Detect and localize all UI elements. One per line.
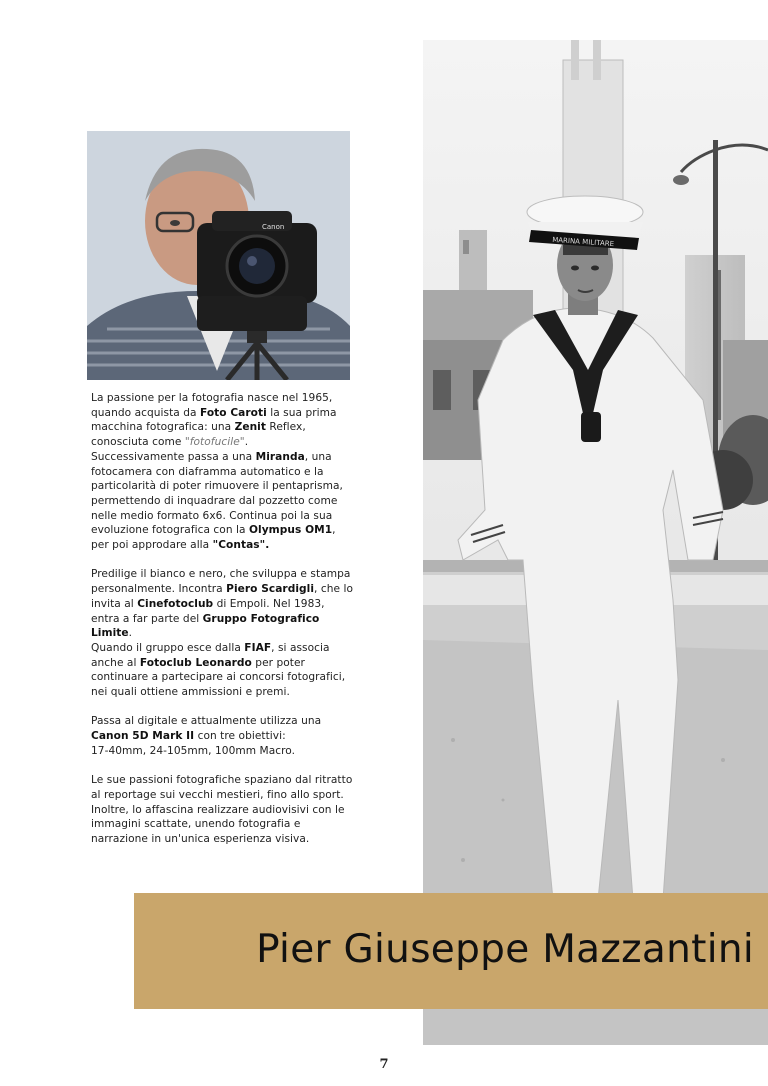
bio-highlight: "Contas".	[212, 539, 270, 552]
bio-highlight: Canon 5D Mark II	[91, 730, 195, 743]
bio-highlight: Piero Scardigli	[226, 583, 315, 596]
bio-italic: "fotofucile"	[184, 436, 245, 449]
bio-highlight: Cinefotoclub	[137, 597, 214, 610]
bio-paragraph-3: Passa al digitale e attualmente utilizza una Canon 5D Mark II con tre obiettivi: 17-40mm, 24-105mm, 100mm Macro.	[91, 715, 322, 757]
bio-paragraph-2: Predilige il bianco e nero, che sviluppa e stampa personalmente. Incontra Piero Scardigli, che lo invita al Cinefotoclub di Empoli. Nel 1983, entra a far parte del Gruppo Fotografico Limite. Quando il gruppo esce dalla FIAF, si associa anche al Fotoclub Leonardo per poter continuare a partecipare ai concorsi fotografici, nei quali ottiene ammissioni e premi.	[91, 568, 353, 699]
page-number: 7	[379, 1057, 389, 1072]
camera-brand-label: Canon	[262, 223, 285, 231]
bio-highlight: Olympus OM1	[248, 524, 333, 537]
bio-highlight: Fotoclub Leonardo	[139, 656, 252, 669]
bio-paragraph-4: Le sue passioni fotografiche spaziano dal ritratto al reportage sui vecchi mestieri, fino allo sport. Inoltre, lo affascina realizzare audiovisivi con le immagini scattate, unendo fotografia e narrazione in un'unica esperienza visiva.	[91, 774, 353, 846]
name-banner	[134, 893, 768, 1009]
bio-highlight: Miranda	[255, 450, 305, 463]
bio-highlight: Foto Caroti	[199, 406, 267, 419]
photographer-name: Pier Giuseppe Mazzantini	[256, 927, 754, 972]
bio-paragraph-1: La passione per la fotografia nasce nel 1965, quando acquista da Foto Caroti la sua prima macchina fotografica: una Zenit Reflex, conosciuta come "fotofucile". Successivamente passa a una Miranda, una fotocamera con diaframma automatico e la particolarità di poter rimuovere il pentaprisma, permettendo di inquadrare dal pozzetto come nelle medio formato 6x6. Continua poi la sua evoluzione fotografica con la Olympus OM1, per poi approdare alla "Contas".	[91, 392, 343, 552]
bio-highlight: FIAF	[244, 641, 272, 654]
bio-highlight: Gruppo Fotografico Limite	[91, 612, 320, 640]
bio-highlight: Zenit	[234, 421, 266, 434]
portrait-photo	[87, 131, 350, 380]
cap-band-text: MARINA MILITARE	[551, 235, 615, 249]
bio-text	[91, 391, 353, 861]
